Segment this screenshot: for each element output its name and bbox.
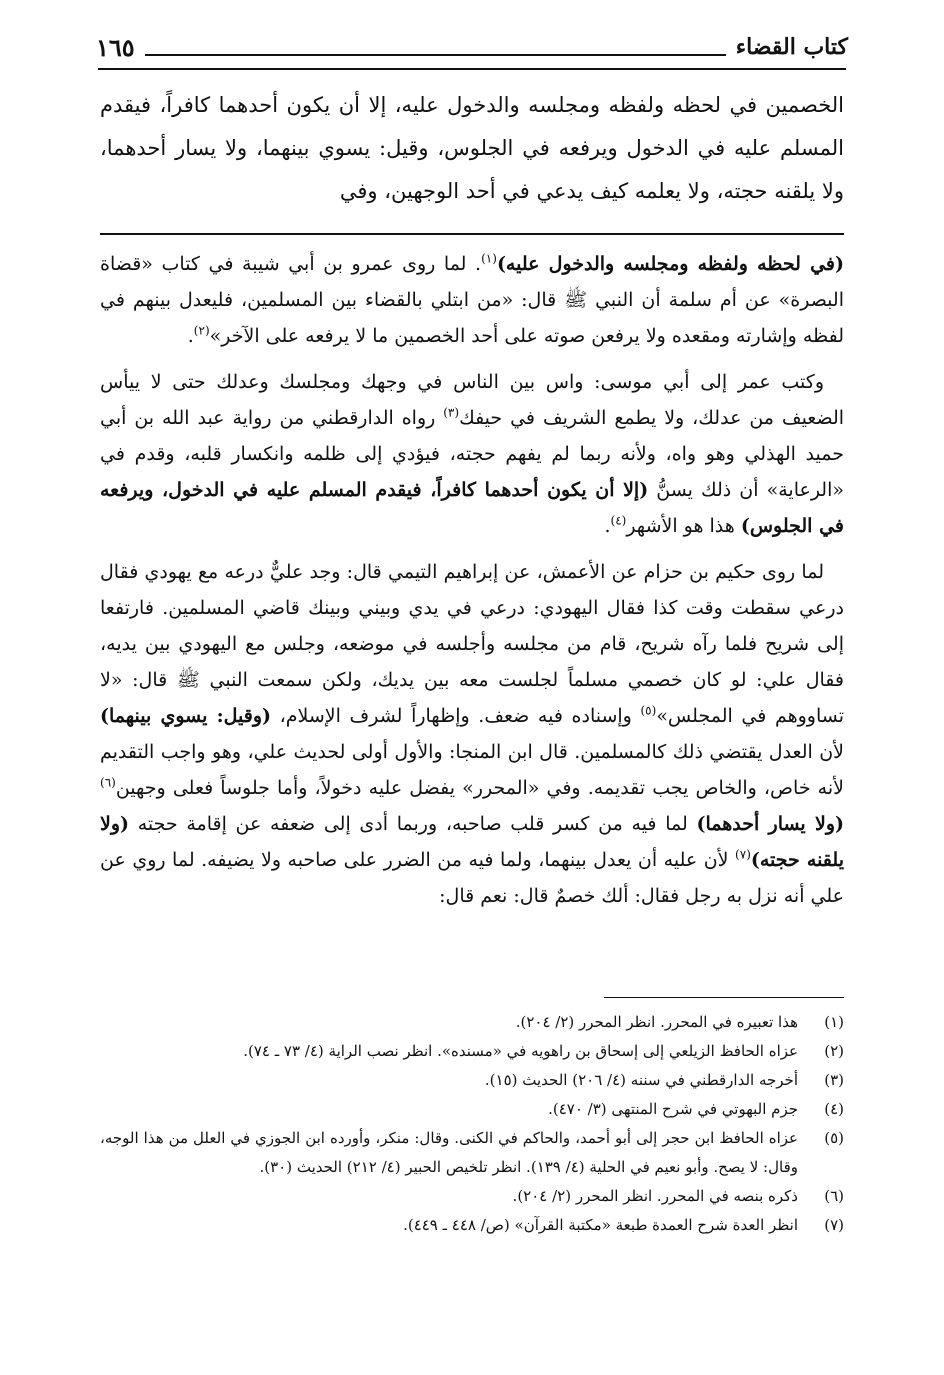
footnote-number: (١) [824,1013,844,1031]
page-number: ١٦٥ [96,32,135,62]
header-rule [98,68,846,70]
footnote-ref: (٣) [443,405,460,420]
chapter-title: كتاب القضاء [735,34,848,60]
footnote-number: (٢) [824,1042,844,1060]
footnote-ref: (٦) [100,775,116,790]
commentary-paragraph [100,364,844,544]
footnote-text: أخرجه الدارقطني في سننه (٤/ ٢٠٦) الحديث (١٥). [484,1071,798,1089]
commentary-paragraph [100,246,844,354]
header-line [145,38,726,56]
footnote-ref: (١) [481,251,497,266]
footnote [100,1182,844,1211]
footnote-ref: (٤) [610,513,627,528]
main-divider [100,233,844,235]
footnote-number: (٦) [824,1187,844,1205]
footnote-ref: (٢) [193,323,210,338]
footnote [100,1095,844,1124]
commentary-block [100,246,844,924]
commentary-text: لما روى حكيم بن حزام عن الأعمش، عن إبراهيم التيمي قال: وجد عليٌّ درعه مع يهودي فقال درعي سقطت وقت كذا فقال اليهودي: درعي في يدي وبيني وبينك قاضي المسلمين. فارتفعا إلى شريح فلما رآه شريح، قام من مجلسه وأجلسه في موضعه، وجلس مع اليهودي بين يديه، فقال علي: لو كان خصمي مسلماً لجلست معه بين يديك، ولكن سمعت النبي ﷺ قال: «لا تساووهم في المجلس» [100,561,844,727]
footnote-text: هذا تعبيره في المحرر. انظر المحرر (٢/ ٢٠٤). [515,1013,798,1031]
footnote [100,1124,844,1182]
commentary-text: . لما روى عمرو بن أبي شيبة في كتاب «قضاة البصرة» عن أم سلمة أن النبي ﷺ قال: «من ابتلي بالقضاء بين المسلمين، فليعدل بينهم في لفظه وإشارته ومقعده ولا يرفعن صوته على أحد الخصمين ما لا يرفعه على الآخر» [100,253,844,347]
footnote-number: (٥) [824,1129,844,1147]
quoted-matn: (ولا يلقنه حجته) [100,813,844,871]
commentary-text: لأن عليه أن يعدل بينهما، ولما فيه من الضرر على صاحبه ولا يضيفه. لما روي عن علي أنه نزل به رجل فقال: ألك خصمٌ قال: نعم قال: [100,849,844,907]
footnote [100,1066,844,1095]
footnote-number: (٣) [824,1071,844,1089]
footnote [100,1211,844,1240]
footnote-number: (٧) [824,1216,844,1234]
commentary-text: رواه الدارقطني من رواية عبد الله بن أبي حميد الهذلي وهو واه، ولأنه ربما لم يفهم حجته، فيؤدي إلى ظلمه وانكسار قلبه، وقدم في «الرعاية» أن ذلك يسنُّ [100,407,844,501]
footnote-ref: (٧) [735,847,751,862]
footnote-text: انظر العدة شرح العمدة طبعة «مكتبة القرآن» (ص/ ٤٤٨ ـ ٤٤٩). [403,1216,798,1234]
footnote-text: ذكره بنصه في المحرر. انظر المحرر (٢/ ٢٠٤). [512,1187,798,1205]
main-text: الخصمين في لحظه ولفظه ومجلسه والدخول عليه، إلا أن يكون أحدهما كافراً، فيقدم المسلم عليه في الدخول ويرفعه في الجلوس، وقيل: يسوي بينهما، ولا يسار أحدهما، ولا يلقنه حجته، ولا يعلمه كيف يدعي في أحد الوجهين، وفي [100,93,844,203]
footnotes [100,1008,844,1240]
running-header [96,30,848,64]
main-text-block [100,84,844,213]
footnote-text: عزاه الحافظ الزيلعي إلى إسحاق بن راهويه في «مسنده». انظر نصب الراية (٤/ ٧٣ ـ ٧٤). [243,1042,798,1060]
footnote-text: جزم البهوتي في شرح المنتهى (٣/ ٤٧٠). [548,1100,798,1118]
footnote-text: عزاه الحافظ ابن حجر إلى أبو أحمد، والحاكم في الكنى. وقال: منكر، وأورده ابن الجوزي في العلل من هذا الوجه، وقال: لا يصح. وأبو نعيم في الحلية (٤/ ١٣٩). انظر تلخيص الحبير (٤/ ٢١٢) الحديث (٣٠). [100,1129,799,1176]
commentary-text: . [604,515,611,537]
footnote-number: (٤) [824,1100,844,1118]
commentary-text: وإسناده فيه ضعف. وإظهاراً لشرف الإسلام، [271,705,641,727]
commentary-text: وكتب عمر إلى أبي موسى: واس بين الناس في وجهك ومجلسك وعدلك حتى لا ييأس الضعيف من عدلك، ولا يطمع الشريف في حيفك [100,371,845,429]
footnote [100,1037,844,1066]
commentary-text: هذا هو الأشهر [626,515,741,537]
commentary-text: لما فيه من كسر قلب صاحبه، وربما أدى إلى ضعفه عن إقامة حجته [129,813,697,835]
quoted-matn: (ولا يسار أحدهما) [696,813,844,835]
footnote [100,1008,844,1037]
commentary-text: لأن العدل يقتضي ذلك كالمسلمين. قال ابن المنجا: والأول أولى لحديث علي، وهو واجب التقديم لأنه خاص، والخاص يجب تقديمه. وفي «المحرر» يفضل عليه دخولاً، وأما جلوساً فعلى وجهين [100,741,844,799]
quoted-matn: (وقيل: يسوي بينهما) [100,705,271,727]
footnote-ref: (٥) [640,703,657,718]
commentary-paragraph [100,554,844,914]
footnote-rule [604,997,844,998]
quoted-matn: (إلا أن يكون أحدهما كافراً، فيقدم المسلم عليه في الدخول، ويرفعه في الجلوس) [100,479,844,537]
quoted-matn: (في لحظه ولفظه ومجلسه والدخول عليه) [496,253,844,275]
commentary-text: . [187,325,194,347]
